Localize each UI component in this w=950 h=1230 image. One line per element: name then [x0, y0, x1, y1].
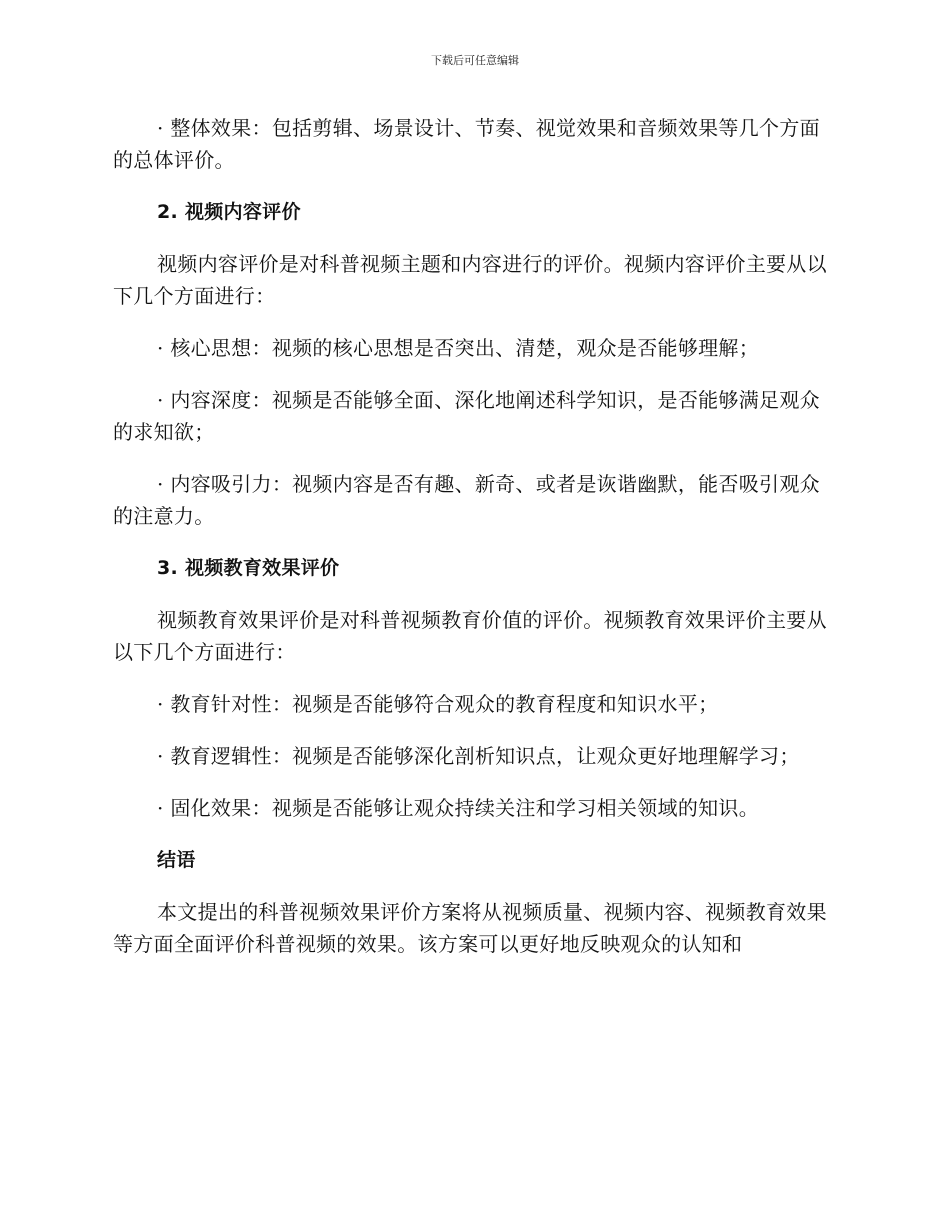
- bullet-education-logic: · 教育逻辑性：视频是否能够深化剖析知识点，让观众更好地理解学习；: [157, 744, 800, 768]
- bullet-consolidation-effect: · 固化效果：视频是否能够让观众持续关注和学习相关领域的知识。: [157, 796, 760, 820]
- bullet-content-appeal: · 内容吸引力：视频内容是否有趣、新奇、或者是诙谐幽默，能否吸引观众的注意力。: [113, 472, 820, 528]
- paragraph-education-effect-intro: 视频教育效果评价是对科普视频教育价值的评价。视频教育效果评价主要从以下几个方面进行：: [113, 608, 827, 664]
- paragraph-video-content-intro: 视频内容评价是对科普视频主题和内容进行的评价。视频内容评价主要从以下几个方面进行：: [113, 252, 827, 308]
- bullet-core-idea: · 核心思想：视频的核心思想是否突出、清楚，观众是否能够理解；: [157, 336, 760, 360]
- bullet-overall-effect: · 整体效果：包括剪辑、场景设计、节奏、视觉效果和音频效果等几个方面的总体评价。: [113, 116, 820, 172]
- paragraph-conclusion: 本文提出的科普视频效果评价方案将从视频质量、视频内容、视频教育效果等方面全面评价科普视频的效果。该方案可以更好地反映观众的认知和: [113, 900, 827, 956]
- section-heading-conclusion: 结语: [157, 849, 196, 871]
- bullet-education-targeting: · 教育针对性：视频是否能够符合观众的教育程度和知识水平；: [157, 692, 719, 716]
- bullet-content-depth: · 内容深度：视频是否能够全面、深化地阐述科学知识，是否能够满足观众的求知欲；: [113, 388, 820, 444]
- document-body: [113, 112, 831, 980]
- page-header: 下载后可任意编辑: [431, 54, 519, 67]
- section-heading-education-effect: 3. 视频教育效果评价: [157, 557, 340, 579]
- section-heading-video-content: 2. 视频内容评价: [157, 201, 301, 223]
